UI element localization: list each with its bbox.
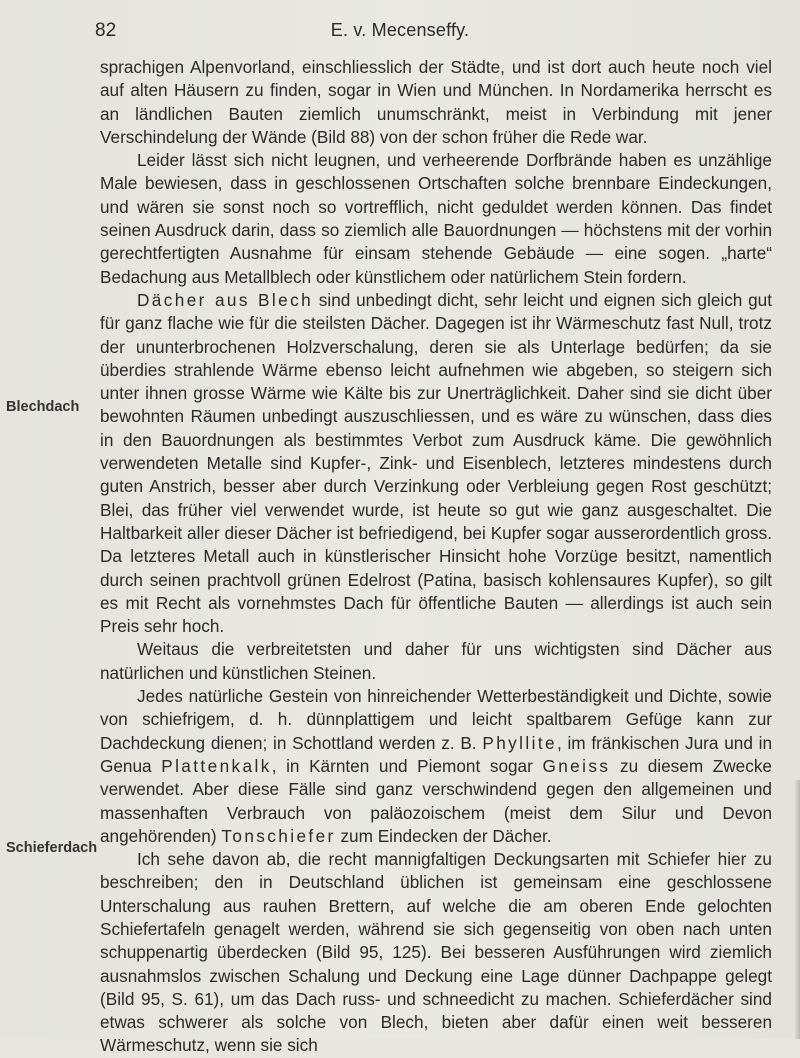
paragraph-3-text: sind unbedingt dicht, sehr leicht und eignen sich gleich gut für ganz flache wie für die steilsten Dächer. Dagegen ist ihr Wärmeschutz fast Null, trotz der ununterbrochenen Holzverschalung, deren sie als Unterlage bedürfen; da sie überdies strahlende Wärme ebenso leicht aufnehmen wie abgeben, so steigern sich unter ihnen grosse Wärme wie Kälte bis zur Unerträglichkeit. Daher sind sie dicht über bewohnten Räumen unbedingt auszuschliessen, und es wäre zu wünschen, dass dies in den Bauordnungen als bestimmtes Verbot zum Ausdruck käme. Die gewöhnlich verwendeten Metalle sind Kupfer-, Zink- und Eisenblech, letzteres mindestens durch guten Anstrich, besser aber durch Verzinkung oder Verbleiung gegen Rost geschützt; Blei, das früher viel verwendet wurde, ist heute so gut wie ganz ausgeschaltet. Die Haltbarkeit aller dieser Dächer ist befriedigend, bei Kupfer sogar ausserordentlich gross. Da letzteres Metall auch in künstlerischer Hinsicht hohe Vorzüge besitzt, namentlich durch seinen prachtvoll grünen Edelrost (Patina, basisch kohlensaures Kupfer), so gilt es mit Recht als vornehmstes Dach für öffentliche Bauten — allerdings ist auch sein Preis sehr hoch. xyxy=(100,289,772,637)
margin-note-schieferdach: Schieferdach xyxy=(6,840,98,856)
paragraph-3-lead: Dächer aus Blech xyxy=(137,289,314,310)
body-text xyxy=(100,56,772,1058)
paragraph-5-text-d: zu diesem Zwecke verwendet. Aber diese Fälle sind ganz verschwindend gegen den allgemeinen und massenhaften Verbrauch von paläozoischem (meist dem Silur und Devon angehörenden) xyxy=(100,755,772,846)
paragraph-1: sprachigen Alpenvorland, einschliesslich der Städte, und ist dort auch heute noch viel auf alten Häusern zu finden, sogar in Wien und München. In Nordamerika herrscht es an ländlichen Bauten ziemlich unumschränkt, meist in Verbindung mit jener Verschindelung der Wände (Bild 88) von der schon früher die Rede war. xyxy=(100,57,772,147)
term-plattenkalk: Plattenkalk xyxy=(161,755,272,776)
paragraph-2: Leider lässt sich nicht leugnen, und verheerende Dorfbrände haben es unzählige Male bewiesen, dass in geschlossenen Ortschaften solche brennbare Eindeckungen, und wären sie sonst noch so vortrefflich, nicht geduldet werden können. Das findet seinen Ausdruck darin, dass so ziemlich alle Bauordnungen — höchstens mit der vorhin gerechtfertigten Ausnahme für einsam stehende Gebäude — eine sogen. „harte“ Bedachung aus Metallblech oder künstlichem oder natürlichem Stein fordern. xyxy=(100,150,772,287)
paragraph-3 xyxy=(100,289,772,638)
term-phyllite: Phyllite xyxy=(482,732,557,753)
paragraph-5-text-b: , im fränkischen Jura und in Genua xyxy=(100,732,773,776)
page-header xyxy=(0,20,800,50)
running-title: E. v. Mecenseffy. xyxy=(330,20,470,40)
page-edge-shadow xyxy=(794,780,800,1039)
paragraph-5-text-c: , in Kärnten und Piemont sogar xyxy=(271,755,543,776)
margin-note-blechdach: Blechdach xyxy=(6,399,80,415)
term-gneiss: Gneiss xyxy=(542,755,611,776)
paragraph-5 xyxy=(100,685,772,848)
paragraph-5-text-e: zum Eindecken der Dächer. xyxy=(335,825,552,846)
paragraph-5-text-a: Jedes natürliche Gestein von hinreichender Wetterbeständigkeit und Dichte, sowie von schiefrigem, d. h. dünnplattigem und leicht spaltbarem Gefüge kann zur Dachdeckung dienen; in Schottland werden z. B. xyxy=(100,686,772,753)
term-tonschiefer: Tonschiefer xyxy=(221,825,336,846)
paragraph-4: Weitaus die verbreitetsten und daher für uns wichtigsten sind Dächer aus natürlichen und künstlichen Steinen. xyxy=(100,639,772,683)
page-number: 82 xyxy=(95,20,117,41)
paragraph-6: Ich sehe davon ab, die recht mannigfaltigen Deckungsarten mit Schiefer hier zu beschreiben; den in Deutschland üblichen ist gemeinsam eine geschlossene Unterschalung aus rauhen Brettern, auf welche die am oberen Ende gelochten Schiefertafeln genagelt werden, während sie sich gegenseitig von oben nach unten schuppenartig überdecken (Bild 95, 125). Bei besseren Ausführungen wird ziemlich ausnahmslos zwischen Schalung und Deckung eine Lage dünner Dachpappe gelegt (Bild 95, S. 61), um das Dach russ- und schneedicht zu machen. Schieferdächer sind etwas schwerer als solche von Blech, bieten aber dafür einen weit besseren Wärmeschutz, wenn sie sich xyxy=(100,849,772,1056)
